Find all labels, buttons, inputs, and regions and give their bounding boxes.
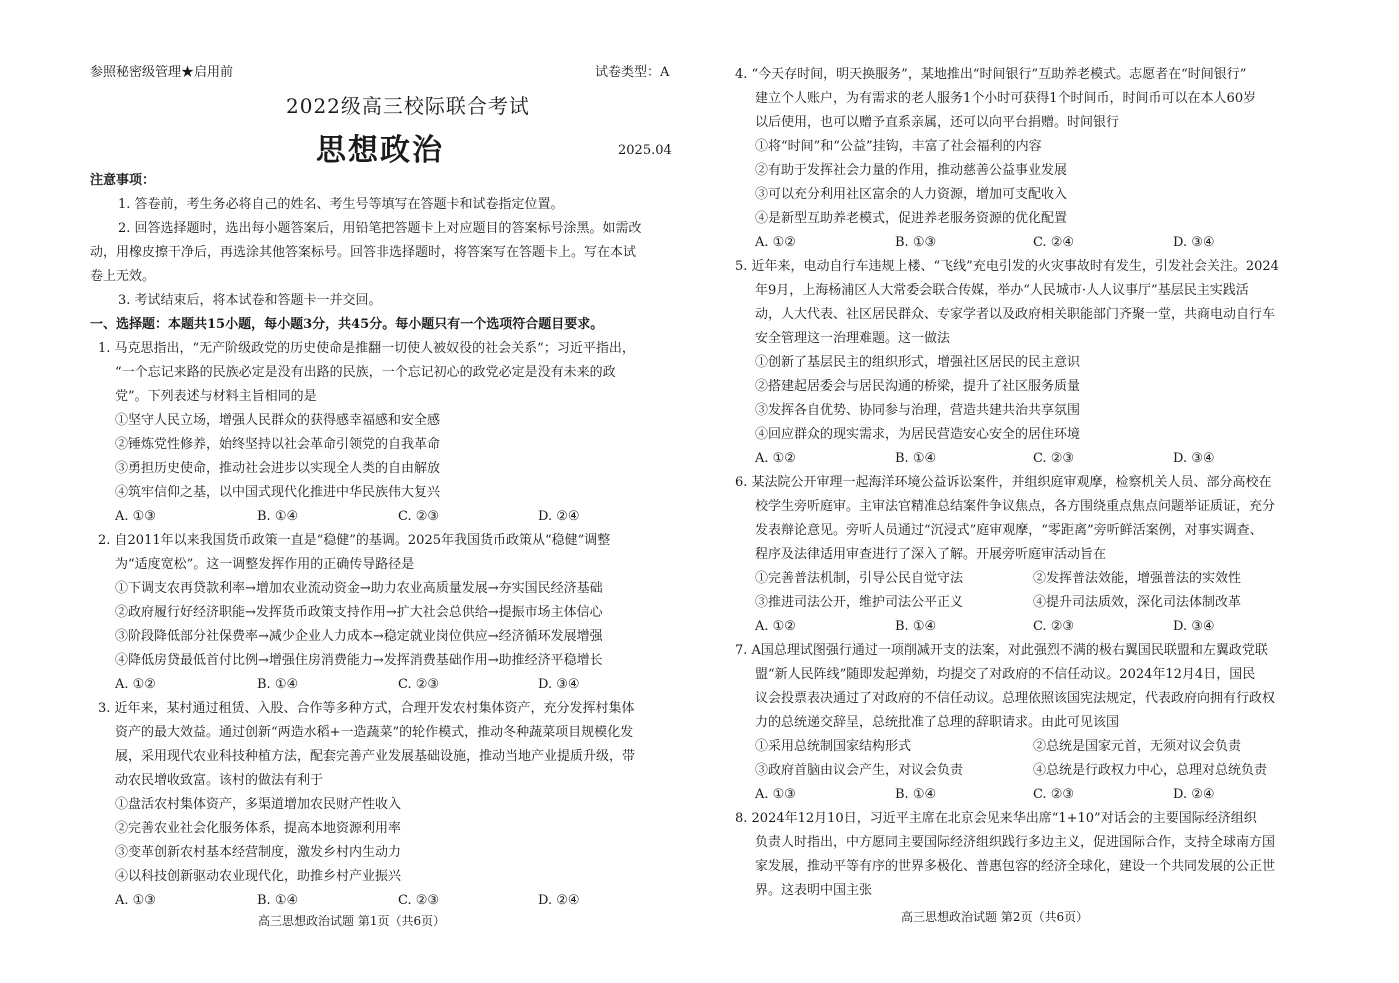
q4-stmt-1: ①将“时间”和“公益”挂钩，丰富了社会福利的内容 (755, 139, 1042, 154)
note-1: 1. 答卷前，考生务必将自己的姓名、考生号等填写在答题卡和试卷指定位置。 (118, 197, 564, 212)
q5-stem-4: 安全管理这一治理难题。这一做法 (755, 331, 951, 346)
q2-option-c: C. ②③ (398, 677, 440, 692)
q1-stmt-1: ①坚守人民立场，增强人民群众的获得感幸福感和安全感 (115, 413, 441, 428)
q1-option-d: D. ②④ (538, 509, 580, 524)
q4-stmt-3: ③可以充分利用社区富余的人力资源，增加可支配收入 (755, 187, 1068, 202)
q6-stmt-4: ④提升司法质效，深化司法体制改革 (1033, 595, 1242, 610)
q6-stem-2: 校学生旁听庭审。主审法官精准总结案件争议焦点，各方围绕重点焦点问题举证质证，充分 (755, 499, 1276, 514)
q5-stmt-1: ①创新了基层民主的组织形式，增强社区居民的民主意识 (755, 355, 1081, 370)
q7-stem-3: 议会投票表决通过了对政府的不信任动议。总理依照该国宪法规定，代表政府向拥有行政权 (755, 691, 1276, 706)
q5-option-a: A. ①② (755, 451, 796, 466)
q4-option-c: C. ②④ (1033, 235, 1075, 250)
q2-stmt-2: ②政府履行好经济职能→发挥货币政策支持作用→扩大社会总供给→提振市场主体信心 (115, 605, 603, 620)
q2-stmt-4: ④降低房贷最低首付比例→增强住房消费能力→发挥消费基础作用→助推经济平稳增长 (115, 653, 603, 668)
q5-option-d: D. ③④ (1173, 451, 1215, 466)
q4-stmt-4: ④是新型互助养老模式，促进养老服务资源的优化配置 (755, 211, 1068, 226)
note-2b: 动，用橡皮擦干净后，再选涂其他答案标号。回答非选择题时，将答案写在答题卡上。写在本试 (90, 245, 637, 260)
q5-option-c: C. ②③ (1033, 451, 1075, 466)
q2-stmt-3: ③阶段降低部分社保费率→减少企业人力成本→稳定就业岗位供应→经济循环发展增强 (115, 629, 603, 644)
footer-right: 高三思想政治试题 第2页（共6页） (901, 910, 1089, 924)
q1-option-a: A. ①③ (115, 509, 156, 524)
q1-stem-3: 党”。下列表述与材料主旨相同的是 (115, 389, 317, 404)
page-left (90, 0, 690, 983)
q6-stem-3: 发表辩论意见。旁听人员通过“沉浸式”庭审观摩，“零距离”旁听鲜活案例，对事实调查、 (755, 523, 1263, 538)
q3-stmt-1: ①盘活农村集体资产，多渠道增加农民财产性收入 (115, 797, 402, 812)
q3-option-c: C. ②③ (398, 893, 440, 908)
q8-stem-1: 8. 2024年12月10日，习近平主席在北京会见来华出席“1+10”对话会的主要国际经济组织 (735, 811, 1257, 826)
q3-stmt-3: ③变革创新农村基本经营制度，激发乡村内生动力 (115, 845, 402, 860)
exam-title: 2022级高三校际联合考试 (286, 94, 530, 118)
exam-date: 2025.04 (618, 143, 672, 158)
footer-left: 高三思想政治试题 第1页（共6页） (258, 914, 446, 928)
q6-stem-4: 程序及法律适用审查进行了深入了解。开展旁听庭审活动旨在 (755, 547, 1107, 562)
note-3: 3. 考试结束后，将本试卷和答题卡一并交回。 (118, 293, 382, 308)
subject-title: 思想政治 (316, 133, 444, 168)
q8-stem-2: 负责人时指出，中方愿同主要国际经济组织践行多边主义，促进国际合作，支持全球南方国 (755, 835, 1276, 850)
q6-option-a: A. ①② (755, 619, 796, 634)
q7-option-d: D. ②④ (1173, 787, 1215, 802)
q1-stmt-3: ③勇担历史使命，推动社会进步以实现全人类的自由解放 (115, 461, 441, 476)
q5-stmt-3: ③发挥各自优势、协同参与治理，营造共建共治共享氛围 (755, 403, 1081, 418)
q4-stem-3: 以后使用，也可以赠予直系亲属，还可以向平台捐赠。时间银行 (755, 115, 1120, 130)
q1-option-b: B. ①④ (257, 509, 299, 524)
q2-stem-2: 为“适度宽松”。这一调整发挥作用的正确传导路径是 (115, 557, 415, 572)
q3-stem-3: 展，采用现代农业科技种植方法，配套完善产业发展基础设施，推动当地产业提质升级，带 (115, 749, 636, 764)
q5-stmt-2: ②搭建起居委会与居民沟通的桥梁，提升了社区服务质量 (755, 379, 1081, 394)
q1-stem-2: “一个忘记来路的民族必定是没有出路的民族，一个忘记初心的政党必定是没有未来的政 (115, 365, 616, 380)
q7-stmt-4: ④总统是行政权力中心，总理对总统负责 (1033, 763, 1268, 778)
note-2a: 2. 回答选择题时，选出每小题答案后，用铅笔把答题卡上对应题目的答案标号涂黑。如需改 (118, 221, 642, 236)
q1-stmt-4: ④筑牢信仰之基，以中国式现代化推进中华民族伟大复兴 (115, 485, 441, 500)
q1-stem-1: 1. 马克思指出，“无产阶级政党的历史使命是推翻一切使人被奴役的社会关系”；习近平指出， (98, 341, 635, 356)
q5-option-b: B. ①④ (895, 451, 937, 466)
q7-option-a: A. ①③ (755, 787, 796, 802)
q4-stem-1: 4. “今天存时间，明天换服务”，某地推出“时间银行”互助养老模式。志愿者在“时间银行” (735, 67, 1247, 82)
q3-stem-1: 3. 近年来，某村通过租赁、入股、合作等多种方式，合理开发农村集体资产，充分发挥村集体 (98, 701, 635, 716)
q2-option-b: B. ①④ (257, 677, 299, 692)
q4-option-b: B. ①③ (895, 235, 937, 250)
q1-stmt-2: ②锤炼党性修养，始终坚持以社会革命引领党的自我革命 (115, 437, 441, 452)
q7-option-c: C. ②③ (1033, 787, 1075, 802)
q5-stmt-4: ④回应群众的现实需求，为居民营造安心安全的居住环境 (755, 427, 1081, 442)
q3-option-d: D. ②④ (538, 893, 580, 908)
q5-stem-2: 年9月，上海杨浦区人大常委会联合传媒，举办“人民城市·人人议事厅”基层民主实践活 (755, 283, 1249, 298)
q6-stmt-2: ②发挥普法效能，增强普法的实效性 (1033, 571, 1242, 586)
q6-stmt-1: ①完善普法机制，引导公民自觉守法 (755, 571, 964, 586)
q7-stem-4: 力的总统递交辞呈，总统批准了总理的辞职请求。由此可见该国 (755, 715, 1120, 730)
q1-option-c: C. ②③ (398, 509, 440, 524)
paper-type: 试卷类型：A (595, 65, 670, 80)
q3-stmt-4: ④以科技创新驱动农业现代化，助推乡村产业振兴 (115, 869, 402, 884)
q4-option-a: A. ①② (755, 235, 796, 250)
q6-option-c: C. ②③ (1033, 619, 1075, 634)
q4-stem-2: 建立个人账户，为有需求的老人服务1个小时可获得1个时间币，时间币可以在本人60岁 (755, 91, 1257, 106)
q5-stem-1: 5. 近年来，电动自行车违规上楼、“飞线”充电引发的火灾事故时有发生，引发社会关注。2024 (735, 259, 1279, 274)
q2-stem-1: 2. 自2011年以来我国货币政策一直是“稳健”的基调。2025年我国货币政策从“稳健”调整 (98, 533, 611, 548)
q8-stem-3: 家发展，推动平等有序的世界多极化、普惠包容的经济全球化，建设一个共同发展的公正世 (755, 859, 1276, 874)
q8-stem-4: 界。这表明中国主张 (755, 883, 873, 898)
notes-title: 注意事项： (90, 173, 156, 188)
q2-option-d: D. ③④ (538, 677, 580, 692)
q3-stem-2: 资产的最大效益。通过创新“两造水稻+一造蔬菜”的轮作模式，推动冬种蔬菜项目规模化发 (115, 725, 634, 740)
q6-option-d: D. ③④ (1173, 619, 1215, 634)
q7-stmt-1: ①采用总统制国家结构形式 (755, 739, 912, 754)
q7-stem-1: 7. A国总理试图强行通过一项削减开支的法案，对此强烈不满的极右翼国民联盟和左翼政党联 (735, 643, 1268, 658)
q3-option-b: B. ①④ (257, 893, 299, 908)
section-1-heading: 一、选择题：本题共15小题，每小题3分，共45分。每小题只有一个选项符合题目要求。 (90, 317, 604, 332)
q6-stmt-3: ③推进司法公开，维护司法公平正义 (755, 595, 964, 610)
q7-option-b: B. ①④ (895, 787, 937, 802)
secret-label: 参照秘密级管理★启用前 (90, 65, 234, 80)
q2-option-a: A. ①② (115, 677, 156, 692)
q2-stmt-1: ①下调支农再贷款利率→增加农业流动资金→助力农业高质量发展→夯实国民经济基础 (115, 581, 603, 596)
q6-stem-1: 6. 某法院公开审理一起海洋环境公益诉讼案件，并组织庭审观摩，检察机关人员、部分高校在 (735, 475, 1272, 490)
q4-option-d: D. ③④ (1173, 235, 1215, 250)
q4-stmt-2: ②有助于发挥社会力量的作用，推动慈善公益事业发展 (755, 163, 1068, 178)
q3-stmt-2: ②完善农业社会化服务体系，提高本地资源利用率 (115, 821, 402, 836)
q5-stem-3: 动，人大代表、社区居民群众、专家学者以及政府相关职能部门齐聚一堂，共商电动自行车 (755, 307, 1276, 322)
q7-stmt-2: ②总统是国家元首，无须对议会负责 (1033, 739, 1242, 754)
note-2c: 卷上无效。 (90, 269, 156, 284)
q7-stem-2: 盟“新人民阵线”随即发起弹劾，均提交了对政府的不信任动议。2024年12月4日，国民 (755, 667, 1256, 682)
q3-option-a: A. ①③ (115, 893, 156, 908)
page-right (735, 0, 1315, 983)
q6-option-b: B. ①④ (895, 619, 937, 634)
q7-stmt-3: ③政府首脑由议会产生，对议会负责 (755, 763, 964, 778)
q3-stem-4: 动农民增收致富。该村的做法有利于 (115, 773, 324, 788)
